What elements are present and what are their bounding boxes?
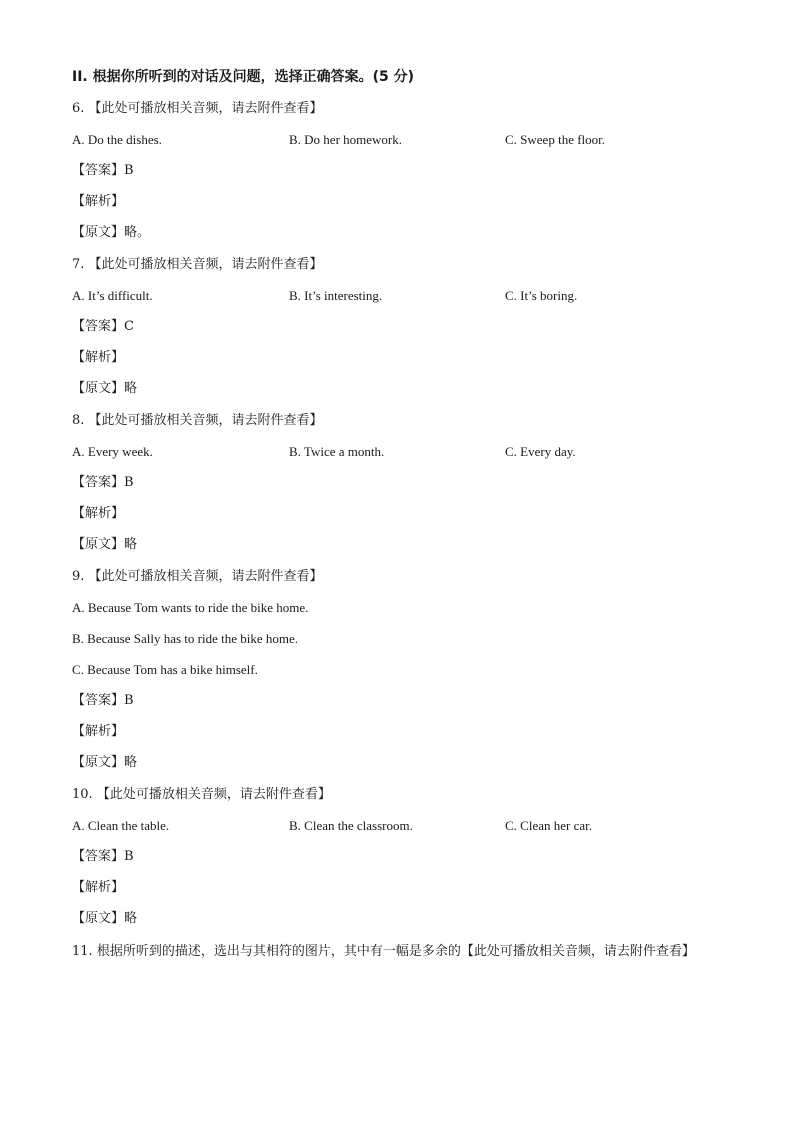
question-number: 8. [72,413,85,428]
question-9-stem [72,568,323,586]
original-label: 【原文】 [72,225,125,240]
question-9-option-b: B. Because Sally has to ride the bike home. [72,631,299,646]
question-6-analysis: 【解析】 [72,194,125,209]
original-label: 【原文】 [72,381,125,396]
question-7-option-a: A. It’s difficult. [72,288,153,303]
original-value: 略 [124,755,138,770]
original-value: 略 [124,381,138,396]
question-6-option-c: C. Sweep the floor. [505,132,606,147]
question-10-option-b: B. Clean the classroom. [289,818,413,833]
original-label: 【原文】 [72,755,125,770]
original-label: 【原文】 [72,537,125,552]
question-7-analysis: 【解析】 [72,350,125,365]
question-8-answer [72,474,134,492]
question-8-stem [72,412,323,430]
question-9-original [72,754,137,772]
answer-label: 【答案】 [72,319,125,334]
question-8-option-b: B. Twice a month. [289,444,385,459]
audio-placeholder: 【此处可播放相关音频，请去附件查看】 [88,413,323,428]
question-number: 7. [72,257,85,272]
question-9-option-c: C. Because Tom has a bike himself. [72,662,258,677]
question-9-answer [72,692,134,710]
question-number: 10. [72,787,93,802]
answer-value: B [124,849,134,864]
original-value: 略 [124,911,138,926]
audio-placeholder: 【此处可播放相关音频，请去附件查看】 [88,257,323,272]
question-6-stem [72,100,323,118]
question-10-stem [72,786,331,804]
question-11-stem [72,936,722,967]
section-title: II. 根据你所听到的对话及问题，选择正确答案。(5 分) [72,69,415,85]
question-11-text: 根据所听到的描述，选出与其相符的图片，其中有一幅是多余的【此处可播放相关音频，请去附件查看】 [96,944,695,959]
question-7-option-b: B. It’s interesting. [289,288,383,303]
answer-label: 【答案】 [72,475,125,490]
question-6-option-a: A. Do the dishes. [72,132,162,147]
question-10-original [72,910,137,928]
answer-value: B [124,475,134,490]
answer-label: 【答案】 [72,693,125,708]
answer-value: B [124,163,134,178]
audio-placeholder: 【此处可播放相关音频，请去附件查看】 [88,101,323,116]
question-7-original [72,380,137,398]
answer-label: 【答案】 [72,163,125,178]
question-number: 9. [72,569,85,584]
question-number: 6. [72,101,85,116]
original-value: 略。 [124,225,151,240]
question-6-answer [72,162,134,180]
audio-placeholder: 【此处可播放相关音频，请去附件查看】 [88,569,323,584]
question-8-analysis: 【解析】 [72,506,125,521]
question-7-answer [72,318,134,336]
original-label: 【原文】 [72,911,125,926]
question-10-option-c: C. Clean her car. [505,818,592,833]
answer-value: B [124,693,134,708]
audio-placeholder: 【此处可播放相关音频，请去附件查看】 [96,787,331,802]
question-9-option-a: A. Because Tom wants to ride the bike home. [72,600,309,615]
question-8-original [72,536,137,554]
question-10-answer [72,848,134,866]
question-7-stem [72,256,323,274]
question-7-option-c: C. It’s boring. [505,288,578,303]
question-9-analysis: 【解析】 [72,724,125,739]
question-number: 11. [72,944,93,959]
question-6-option-b: B. Do her homework. [289,132,403,147]
original-value: 略 [124,537,138,552]
question-8-option-a: A. Every week. [72,444,153,459]
question-6-original [72,224,150,242]
question-10-option-a: A. Clean the table. [72,818,170,833]
question-8-option-c: C. Every day. [505,444,576,459]
answer-label: 【答案】 [72,849,125,864]
question-10-analysis: 【解析】 [72,880,125,895]
answer-value: C [124,319,134,334]
